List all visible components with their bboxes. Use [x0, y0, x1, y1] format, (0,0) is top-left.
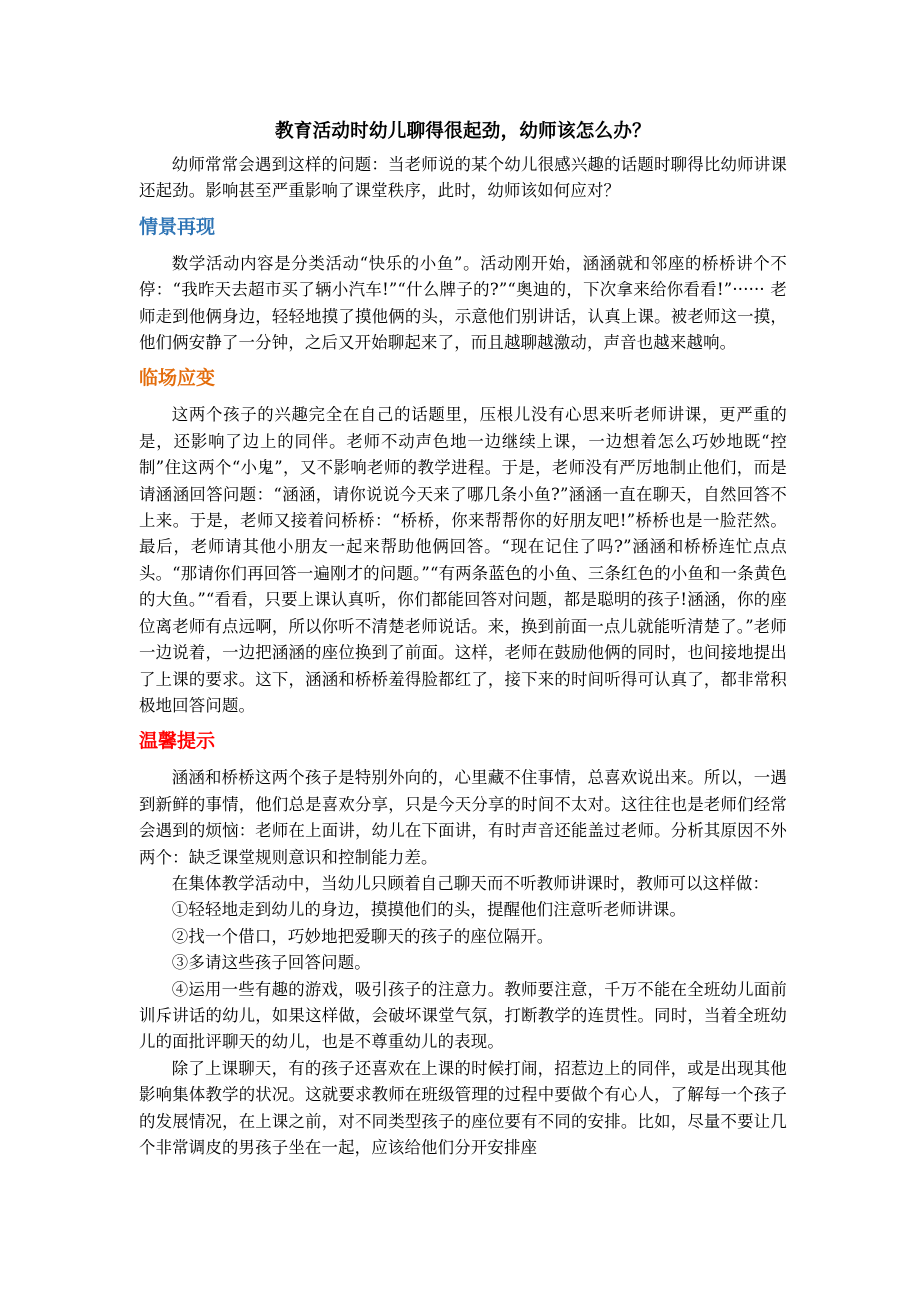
response-paragraph: 这两个孩子的兴趣完全在自己的话题里，压根儿没有心思来听老师讲课，更严重的是，还影响了边上的同伴。老师不动声色地一边继续上课，一边想着怎么巧妙地既“控制”住这两个“小鬼”，又不影响老师的教学进程。于是，老师没有严厉地制止他们，而是请涵涵回答问题：“涵涵，请你说说今天来了哪几条小鱼?”涵涵一直在聊天，自然回答不上来。于是，老师又接着问桥桥：“桥桥，你来帮帮你的好朋友吧!”桥桥也是一脸茫然。最后，老师请其他小朋友一起来帮助他俩回答。“现在记住了吗?”涵涵和桥桥连忙点点头。“那请你们再回答一遍刚才的问题。”“有两条蓝色的小鱼、三条红色的小鱼和一条黄色的大鱼。”“看看，只要上课认真听，你们都能回答对问题，都是聪明的孩子!涵涵，你的座位离老师有点远啊，所以你听不清楚老师说话。来，换到前面一点儿就能听清楚了。”老师一边说着，一边把涵涵的座位换到了前面。这样，老师在鼓励他俩的同时，也间接地提出了上课的要求。这下，涵涵和桥桥羞得脸都红了，接下来的时间听得可认真了，都非常积极地回答问题。 — [139, 405, 787, 715]
section-heading-tips: 温馨提示 — [139, 730, 216, 753]
tips-paragraph-1: 涵涵和桥桥这两个孩子是特别外向的，心里藏不住事情，总喜欢说出来。所以，一遇到新鲜的事情，他们总是喜欢分享，只是今天分享的时间不太对。这往往也是老师们经常会遇到的烦恼：老师在上面讲，幼儿在下面讲，有时声音还能盖过老师。分析其原因不外两个：缺乏课堂规则意识和控制能力差。 — [139, 768, 787, 867]
document-page — [139, 118, 787, 1161]
tips-paragraph-3: 除了上课聊天，有的孩子还喜欢在上课的时候打闹，招惹边上的同伴，或是出现其他影响集体教学的状况。这就要求教师在班级管理的过程中要做个有心人，了解每一个孩子的发展情况，在上课之前，对不同类型孩子的座位要有不同的安排。比如，尽量不要让几个非常调皮的男孩子坐在一起，应该给他们分开安排座 — [139, 1058, 787, 1157]
section-scene — [139, 213, 787, 357]
tips-list-item-2: ②找一个借口，巧妙地把爱聊天的孩子的座位隔开。 — [171, 926, 554, 946]
section-heading-scene: 情景再现 — [139, 215, 216, 238]
tips-list-item-4: ④运用一些有趣的游戏，吸引孩子的注意力。教师要注意，千万不能在全班幼儿面前训斥讲话的幼儿，如果这样做，会破坏课堂气氛，打断教学的连贯性。同时，当着全班幼儿的面批评聊天的幼儿，也是不尊重幼儿的表现。 — [139, 979, 787, 1052]
section-tips — [139, 727, 787, 1161]
section-response — [139, 364, 787, 719]
intro-paragraph: 幼师常常会遇到这样的问题：当老师说的某个幼儿很感兴趣的话题时聊得比幼师讲课还起劲。影响甚至严重影响了课堂秩序，此时，幼师该如何应对？ — [139, 155, 787, 201]
tips-list-item-1: ①轻轻地走到幼儿的身边，摸摸他们的头，提醒他们注意听老师讲课。 — [171, 900, 687, 920]
section-heading-response: 临场应变 — [139, 367, 216, 390]
scene-paragraph: 数学活动内容是分类活动“快乐的小鱼”。活动刚开始，涵涵就和邻座的桥桥讲个不停：“我昨天去超市买了辆小汽车!”“什么牌子的?”“奥迪的，下次拿来给你看看!”······ 老师走到他俩身边，轻轻地摸了摸他俩的头，示意他们别讲话，认真上课。被老师这一摸，他们俩安静了一分钟，之后又开始聊起来了，而且越聊越激动，声音也越来越响。 — [139, 253, 787, 353]
tips-list-item-3: ③多请这些孩子回答问题。 — [171, 953, 371, 973]
tips-paragraph-2: 在集体教学活动中，当幼儿只顾着自己聊天而不听教师讲课时，教师可以这样做： — [171, 873, 770, 893]
document-title: 教育活动时幼儿聊得很起劲，幼师该怎么办？ — [274, 121, 651, 142]
